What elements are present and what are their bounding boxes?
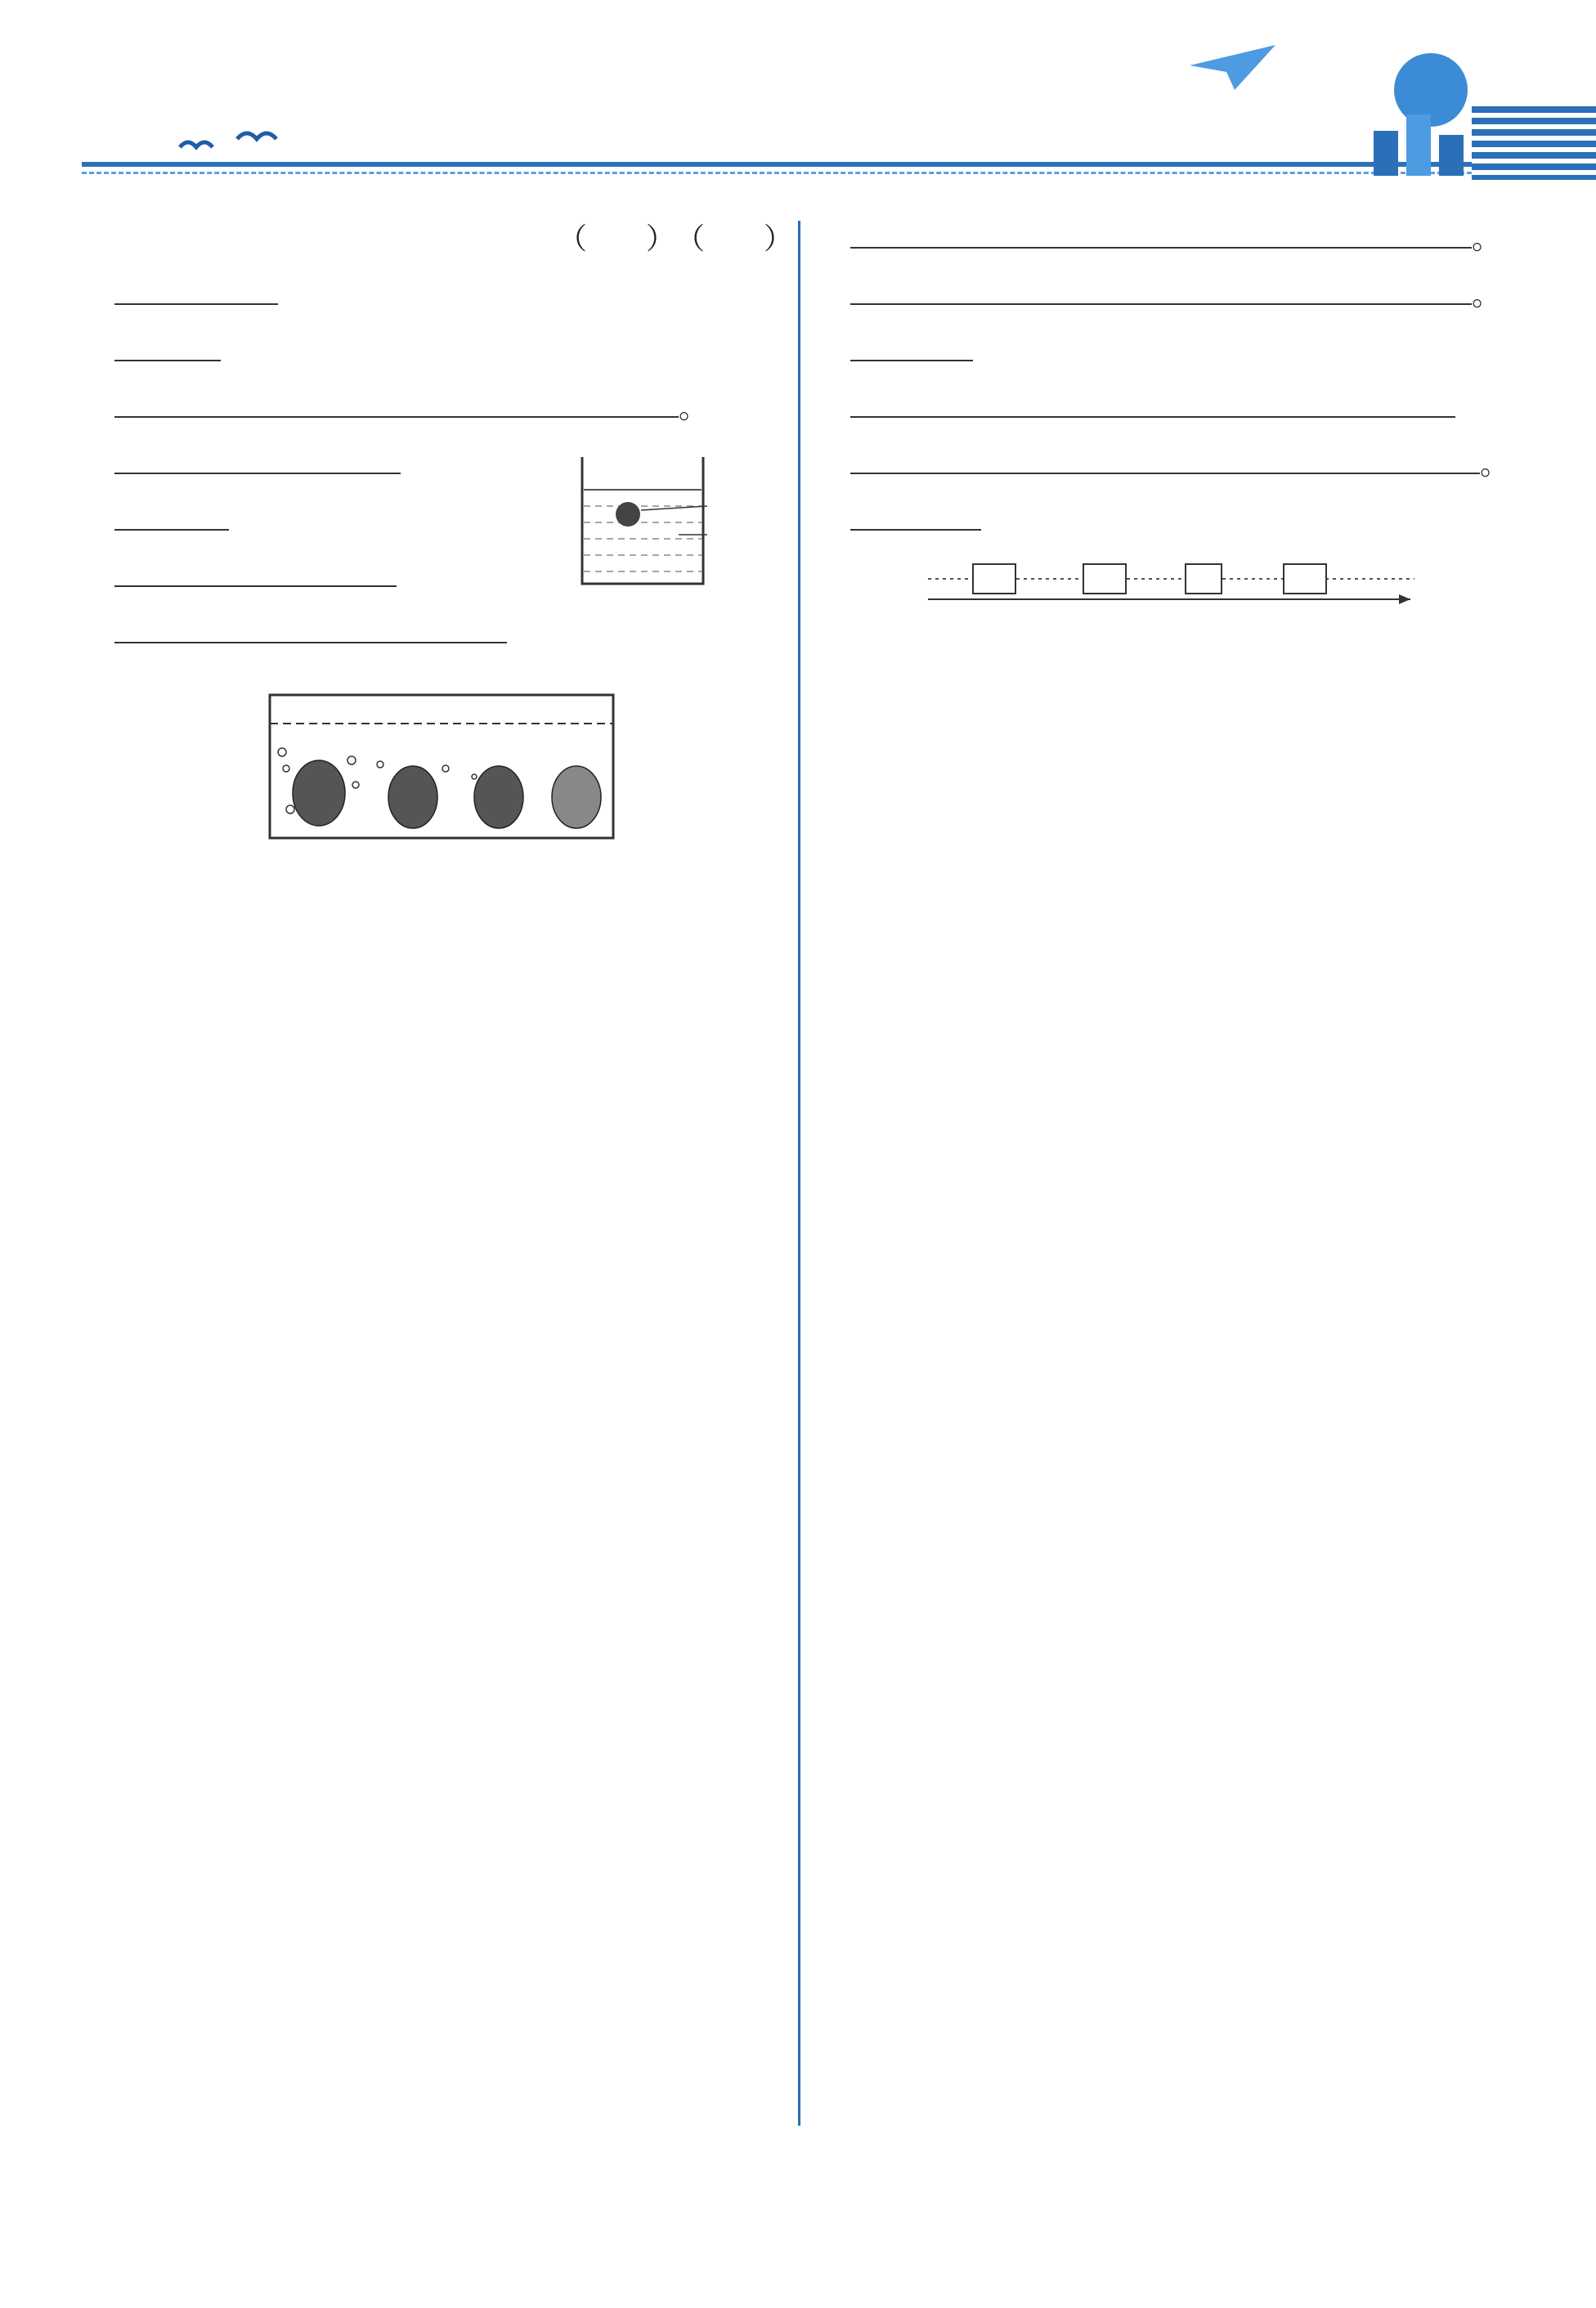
paper-plane-icon <box>1186 41 1284 98</box>
r-part3-line4: 。 <box>818 437 1513 493</box>
header-rule <box>82 162 1472 167</box>
r-part3-line2 <box>818 324 1513 380</box>
r3-answer-metal <box>850 360 973 361</box>
right-column <box>818 211 1513 655</box>
q10-answer-phenomenon <box>114 473 401 474</box>
r-part2-answer-line: 。 <box>818 267 1513 324</box>
question-9-line6: 。 <box>82 380 793 437</box>
header-stripes <box>1472 106 1596 180</box>
blank <box>114 360 221 361</box>
q9-answer <box>114 416 679 418</box>
birds-icon <box>164 114 311 164</box>
column-divider <box>798 221 800 2126</box>
r1-answer <box>850 247 1472 249</box>
blank <box>114 303 278 305</box>
header-dash <box>82 172 1472 177</box>
activity-series-figure <box>924 554 1414 636</box>
metals-reaction-figure <box>266 687 617 842</box>
r4-answer <box>850 529 981 531</box>
globe-icon <box>1341 33 1488 180</box>
r-part4-line3 <box>818 493 1513 549</box>
question-10-line9 <box>82 549 793 606</box>
question-9-line2 <box>82 267 793 324</box>
question-10-line10 <box>82 606 793 662</box>
blank <box>850 473 1480 474</box>
q10-answer-position <box>114 529 229 531</box>
r3-answer-reason <box>850 416 1455 418</box>
r2-answer <box>850 303 1472 305</box>
r-part1-answer-line: 。 <box>818 211 1513 267</box>
left-column: （ ） （ ） 。 <box>82 211 793 861</box>
q10-answer-equation <box>114 642 507 643</box>
blank <box>114 585 397 587</box>
r-part3-line3 <box>818 380 1513 437</box>
page-header <box>82 123 1496 188</box>
question-9-line3 <box>82 324 793 380</box>
